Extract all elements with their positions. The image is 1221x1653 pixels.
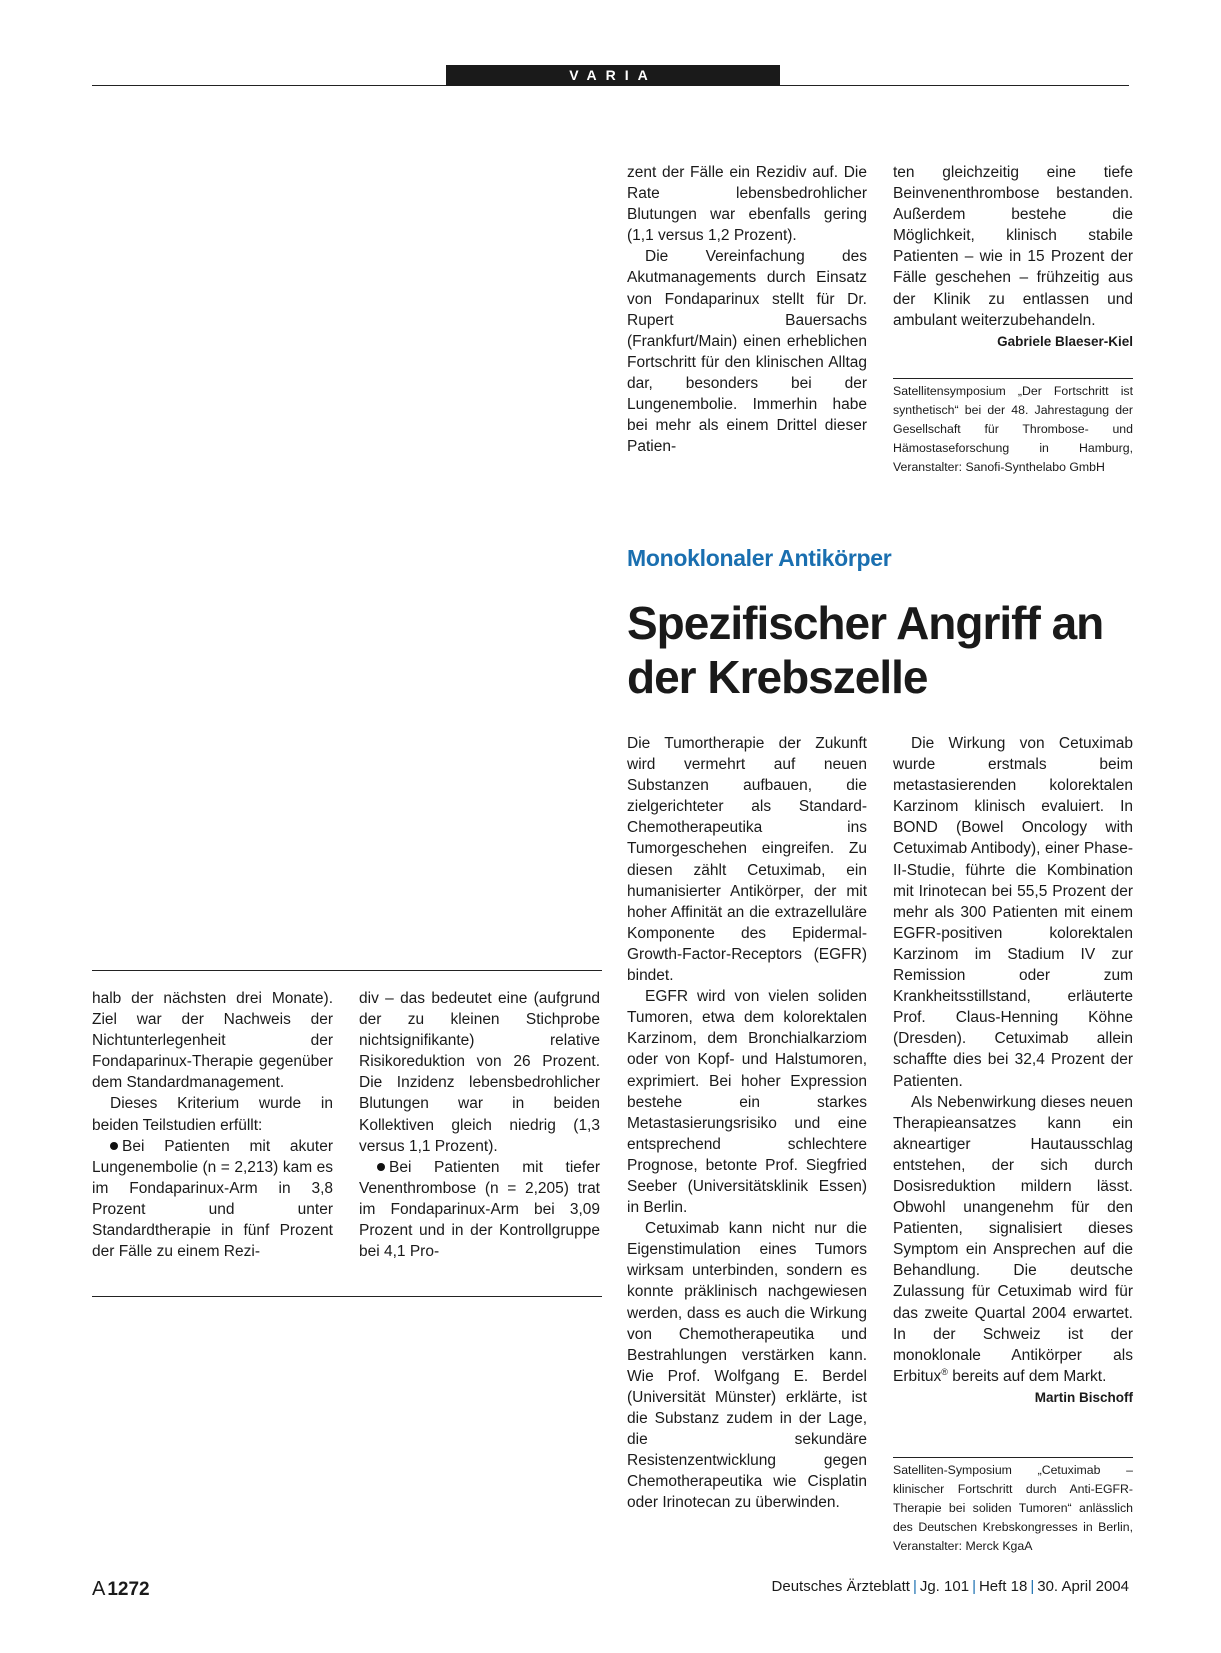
- box-rule-bottom: [92, 1296, 602, 1297]
- paragraph: Cetuximab kann nicht nur die Eigenstimulation eines Tumors wirksam unterbinden, sondern es konnte präklinisch nachgewiesen werden, dass es auch die Wirkung von Chemotherapeutika und Bestrahlungen verstärken kann. Wie Prof. Wolfgang E. Berdel (Universität Münster) erklärte, ist die Substanz zudem in der Lage, die sekundäre Resistenzentwicklung gegen Chemotherapeutika wie Cisplatin oder Irinotecan zu überwinden.: [627, 1220, 867, 1512]
- box-column-1: [92, 988, 333, 1262]
- journal-info: [772, 1578, 1129, 1595]
- registered-mark: ®: [941, 1366, 948, 1377]
- article-headline: Spezifischer Angriff an der Krebszelle: [627, 597, 1104, 703]
- journal-issue: Heft 18: [978, 1578, 1028, 1595]
- bullet-icon: [110, 1142, 118, 1150]
- article-kicker: Monoklonaler Antikörper: [627, 545, 892, 571]
- author-byline: Martin Bischoff: [1034, 1389, 1133, 1405]
- top-column-1: [627, 162, 867, 457]
- paragraph: Die Wirkung von Cetuximab wurde erstmals beim metastasierenden kolorektalen Karzinom klinisch evaluiert. In BOND (Bowel Oncology with Cetuximab Antibody), einer Phase-II-Studie, führte die Kombination mit Irinotecan bei 55,5 Prozent der mehr als 300 Patienten mit einem EGFR-positiven kolorektalen Karzinom im Stadium IV zur Remission oder zum Krankheitsstillstand, erläuterte Prof. Claus-Henning Köhne (Dresden). Cetuximab allein schaffte dies bei 32,4 Prozent der Patienten.: [893, 735, 1133, 1090]
- page-number: [92, 1578, 150, 1601]
- paragraph-text-end: bereits auf dem Markt.: [947, 1367, 1107, 1385]
- paragraph: EGFR wird von vielen soliden Tumoren, etwa dem kolorektalen Karzinom, dem Bronchialkarziom oder von Kopf- und Halstumoren, exprimiert. Bei hoher Expression bestehe ein starkes Metastasierungsrisiko und eine entsprechend schlechtere Prognose, betonte Prof. Siegfried Seeber (Universitätsklinik Essen) in Berlin.: [627, 988, 867, 1217]
- top-column-2: [893, 162, 1133, 352]
- paragraph: halb der nächsten drei Monate). Ziel war der Nachweis der Nichtunterlegenheit der Fondaparinux-Therapie gegenüber dem Standardmanagement.: [92, 990, 333, 1092]
- paragraph: [893, 1092, 1133, 1405]
- bullet-text: Bei Patienten mit tiefer Venenthrombose (n = 2,205) trat im Fondaparinux-Arm bei 3,09 Prozent und in der Kontrollgruppe bei 4,1 Pro-: [359, 1158, 600, 1261]
- paragraph-text: Als Nebenwirkung dieses neuen Therapieansatzes kann ein akneartiger Hautausschlag entstehen, der sich durch Dosisreduktion mildern lässt. Obwohl unangenehm für den Patienten, signalisiert dieses Symptom ein Ansprechen auf die Behandlung. Die deutsche Zulassung für Cetuximab wird für das zweite Quartal 2004 erwartet. In der Schweiz ist der monoklonale Antikörper als Erbitux: [893, 1093, 1133, 1385]
- page-letter: A: [92, 1578, 106, 1600]
- box-rule-top: [92, 970, 602, 971]
- bullet-icon: [377, 1163, 385, 1171]
- bullet-text: Bei Patienten mit akuter Lungenembolie (n = 2,213) kam es im Fondaparinux-Arm in 3,8 Prozent und unter Standardtherapie in fünf Prozent der Fälle zu einem Rezi-: [92, 1137, 333, 1261]
- paragraph-text: ten gleichzeitig eine tiefe Beinvenenthrombose bestanden. Außerdem bestehe die Möglichkeit, klinisch stabile Patienten – wie in 15 Prozent der Fälle geschehen – frühzeitig aus der Klinik zu entlassen und ambulant weiterzubehandeln.: [893, 164, 1133, 329]
- page-number-value: 1272: [107, 1579, 150, 1600]
- article-column-2: [893, 733, 1133, 1408]
- separator: |: [1030, 1578, 1035, 1595]
- bullet-item: [92, 1136, 333, 1263]
- journal-volume: Jg. 101: [919, 1578, 970, 1595]
- event-note: Satellitensymposium „Der Fortschritt ist synthetisch“ bei der 48. Jahrestagung der Gesellschaft für Thrombose- und Hämostaseforschung in Hamburg, Veranstalter: Sanofi-Synthelabo GmbH: [893, 378, 1133, 477]
- section-label: VARIA: [446, 65, 780, 86]
- journal-name: Deutsches Ärzteblatt: [771, 1578, 910, 1595]
- author-byline: Gabriele Blaeser-Kiel: [997, 333, 1133, 349]
- journal-date: 30. April 2004: [1037, 1578, 1129, 1595]
- paragraph: div – das bedeutet eine (aufgrund der zu kleinen Stichprobe nichtsignifikante) relative Risikoreduktion von 26 Prozent. Die Inzidenz lebensbedrohlicher Blutungen war in beiden Kollektiven gleich niedrig (1,3 versus 1,1 Prozent).: [359, 990, 600, 1155]
- box-column-2: [359, 988, 600, 1262]
- bullet-item: [359, 1157, 600, 1262]
- article-column-1: [627, 733, 867, 1513]
- event-note: Satelliten-Symposium „Cetuximab – klinischer Fortschritt durch Anti-EGFR-Therapie bei soliden Tumoren“ anlässlich des Deutschen Krebskongresses in Berlin, Veranstalter: Merck KgaA: [893, 1457, 1133, 1556]
- paragraph: zent der Fälle ein Rezidiv auf. Die Rate lebensbedrohlicher Blutungen war ebenfalls gering (1,1 versus 1,2 Prozent).: [627, 164, 867, 245]
- paragraph: Die Vereinfachung des Akutmanagements durch Einsatz von Fondaparinux stellt für Dr. Rupert Bauersachs (Frankfurt/Main) einen erheblichen Fortschritt für den klinischen Alltag dar, besonders bei der Lungenembolie. Immerhin habe bei mehr als einem Drittel dieser Patien-: [627, 248, 867, 456]
- paragraph: Dieses Kriterium wurde in beiden Teilstudien erfüllt:: [92, 1095, 333, 1134]
- paragraph: Die Tumortherapie der Zukunft wird vermehrt auf neuen Substanzen aufbauen, die zielgerichteter als Standard-Chemotherapeutika ins Tumorgeschehen eingreifen. Zu diesen zählt Cetuximab, ein humanisierter Antikörper, der mit hoher Affinität an die extrazelluläre Komponente des Epidermal-Growth-Factor-Receptors (EGFR) bindet.: [627, 735, 867, 985]
- separator: |: [972, 1578, 976, 1595]
- separator: |: [912, 1578, 917, 1595]
- paragraph: [893, 162, 1133, 349]
